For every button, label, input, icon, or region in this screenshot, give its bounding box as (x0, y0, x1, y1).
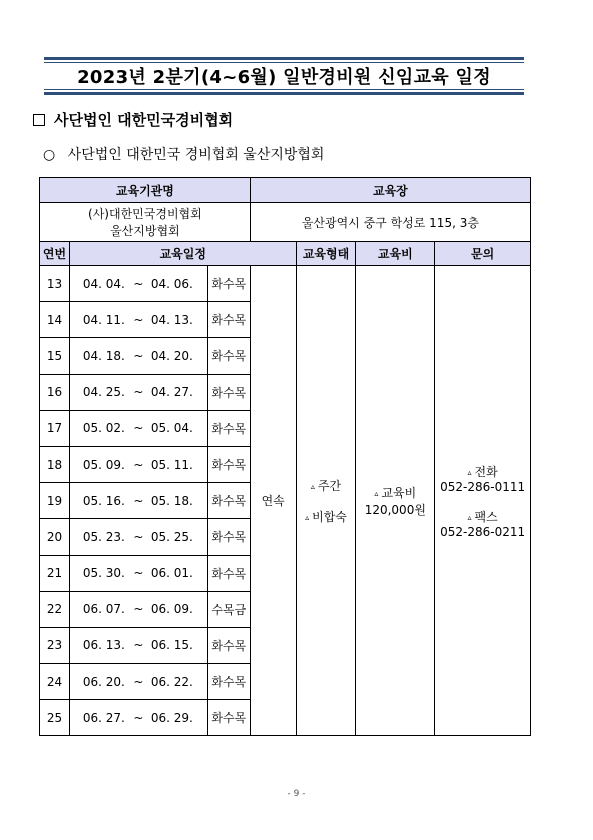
row-end-date: 06. 01. (150, 566, 193, 581)
row-days: 화수목 (207, 374, 250, 410)
type-day: 주간 (317, 478, 342, 493)
row-number: 24 (40, 664, 70, 700)
row-start-date: 05. 09. (82, 457, 125, 472)
row-end-date: 05. 18. (150, 493, 193, 508)
col-header-schedule: 교육일정 (69, 242, 296, 266)
section-heading-text: 사단법인 대한민국경비협회 (54, 111, 234, 129)
row-end-date: 04. 27. (150, 385, 193, 400)
row-end-date: 06. 09. (150, 602, 193, 617)
row-number: 14 (40, 302, 70, 338)
continuous-cell: 연속 (250, 266, 296, 736)
row-date-range (69, 519, 207, 555)
place-header: 교육장 (250, 178, 530, 203)
row-number: 23 (40, 627, 70, 663)
org-name (40, 203, 251, 242)
row-date-range (69, 591, 207, 627)
row-tilde: ~ (133, 529, 144, 544)
row-tilde: ~ (133, 710, 144, 725)
circle-bullet-icon: ○ (43, 147, 56, 163)
table-row (40, 266, 531, 302)
row-start-date: 04. 11. (82, 312, 125, 327)
row-tilde: ~ (133, 674, 144, 689)
row-end-date: 06. 29. (150, 710, 193, 725)
row-days: 화수목 (207, 700, 250, 736)
row-date-range (69, 483, 207, 519)
col-header-fee: 교육비 (356, 242, 435, 266)
row-date-range (69, 266, 207, 302)
type-nonresident: 비합숙 (312, 509, 347, 524)
row-date-range (69, 555, 207, 591)
phone-label: 전화 (474, 464, 498, 479)
triangle-bullet-icon: ▵ (310, 481, 315, 491)
subsection-heading-text: 사단법인 대한민국 경비협회 울산지방협회 (67, 147, 325, 163)
row-start-date: 06. 27. (82, 710, 125, 725)
row-number: 25 (40, 700, 70, 736)
col-header-no: 연번 (40, 242, 70, 266)
place-address: 울산광역시 중구 학성로 115, 3층 (250, 203, 530, 242)
column-header-row (40, 242, 531, 266)
row-date-range (69, 374, 207, 410)
row-days: 화수목 (207, 519, 250, 555)
row-start-date: 05. 23. (82, 529, 125, 544)
triangle-bullet-icon: ▵ (374, 488, 379, 498)
row-tilde: ~ (133, 566, 144, 581)
row-end-date: 04. 06. (150, 276, 193, 291)
row-start-date: 05. 30. (82, 566, 125, 581)
row-days: 화수목 (207, 266, 250, 302)
row-days: 화수목 (207, 338, 250, 374)
row-days: 화수목 (207, 302, 250, 338)
row-number: 16 (40, 374, 70, 410)
row-date-range (69, 338, 207, 374)
fax-label: 팩스 (474, 509, 498, 524)
org-header: 교육기관명 (40, 178, 251, 203)
checkbox-square-icon (33, 114, 45, 126)
row-days: 수목금 (207, 591, 250, 627)
row-number: 21 (40, 555, 70, 591)
row-number: 19 (40, 483, 70, 519)
triangle-bullet-icon: ▵ (467, 512, 472, 522)
col-header-type: 교육형태 (296, 242, 356, 266)
row-end-date: 06. 22. (150, 674, 193, 689)
row-days: 화수목 (207, 664, 250, 700)
org-info-row (40, 203, 531, 242)
org-header-row (40, 178, 531, 203)
row-number: 15 (40, 338, 70, 374)
phone-number: 052-286-0111 (440, 479, 526, 494)
row-end-date: 04. 13. (150, 312, 193, 327)
row-start-date: 04. 25. (82, 385, 125, 400)
row-date-range (69, 700, 207, 736)
type-line1 (297, 477, 356, 494)
row-end-date: 06. 15. (150, 638, 193, 653)
fax-number: 052-286-0211 (440, 524, 526, 539)
org-name-line2: 울산지방협회 (110, 224, 180, 238)
fee-cell (356, 266, 435, 736)
row-tilde: ~ (133, 421, 144, 436)
row-tilde: ~ (133, 385, 144, 400)
row-days: 화수목 (207, 410, 250, 446)
row-days: 화수목 (207, 627, 250, 663)
row-tilde: ~ (133, 493, 144, 508)
row-tilde: ~ (133, 312, 144, 327)
type-cell (296, 266, 356, 736)
row-date-range (69, 664, 207, 700)
row-days: 화수목 (207, 483, 250, 519)
page-number: - 9 - (287, 789, 306, 799)
row-end-date: 05. 04. (150, 421, 193, 436)
triangle-bullet-icon: ▵ (305, 512, 310, 522)
triangle-bullet-icon: ▵ (467, 467, 472, 477)
row-date-range (69, 627, 207, 663)
row-number: 17 (40, 410, 70, 446)
contact-cell (435, 266, 531, 736)
row-date-range (69, 446, 207, 482)
section-heading (33, 109, 233, 130)
type-line2 (297, 508, 356, 525)
row-days: 화수목 (207, 555, 250, 591)
row-days: 화수목 (207, 446, 250, 482)
row-tilde: ~ (133, 348, 144, 363)
row-date-range (69, 410, 207, 446)
row-tilde: ~ (133, 638, 144, 653)
page-title: 2023년 2분기(4~6월) 일반경비원 신임교육 일정 (77, 67, 491, 88)
schedule-table (39, 177, 531, 736)
row-start-date: 04. 18. (82, 348, 125, 363)
row-start-date: 06. 13. (82, 638, 125, 653)
row-number: 18 (40, 446, 70, 482)
row-start-date: 06. 20. (82, 674, 125, 689)
col-header-contact: 문의 (435, 242, 531, 266)
row-tilde: ~ (133, 276, 144, 291)
row-tilde: ~ (133, 457, 144, 472)
title-banner (44, 57, 524, 95)
fee-label: 교육비 (381, 485, 417, 500)
row-number: 22 (40, 591, 70, 627)
org-name-line1: (사)대한민국경비협회 (88, 207, 202, 221)
row-number: 20 (40, 519, 70, 555)
fee-value: 120,000원 (364, 502, 426, 517)
row-number: 13 (40, 266, 70, 302)
row-end-date: 05. 11. (150, 457, 193, 472)
row-start-date: 05. 02. (82, 421, 125, 436)
row-date-range (69, 302, 207, 338)
row-start-date: 04. 04. (82, 276, 125, 291)
row-end-date: 04. 20. (150, 348, 193, 363)
row-tilde: ~ (133, 602, 144, 617)
row-start-date: 06. 07. (82, 602, 125, 617)
row-start-date: 05. 16. (82, 493, 125, 508)
row-end-date: 05. 25. (150, 529, 193, 544)
subsection-heading (43, 144, 324, 164)
